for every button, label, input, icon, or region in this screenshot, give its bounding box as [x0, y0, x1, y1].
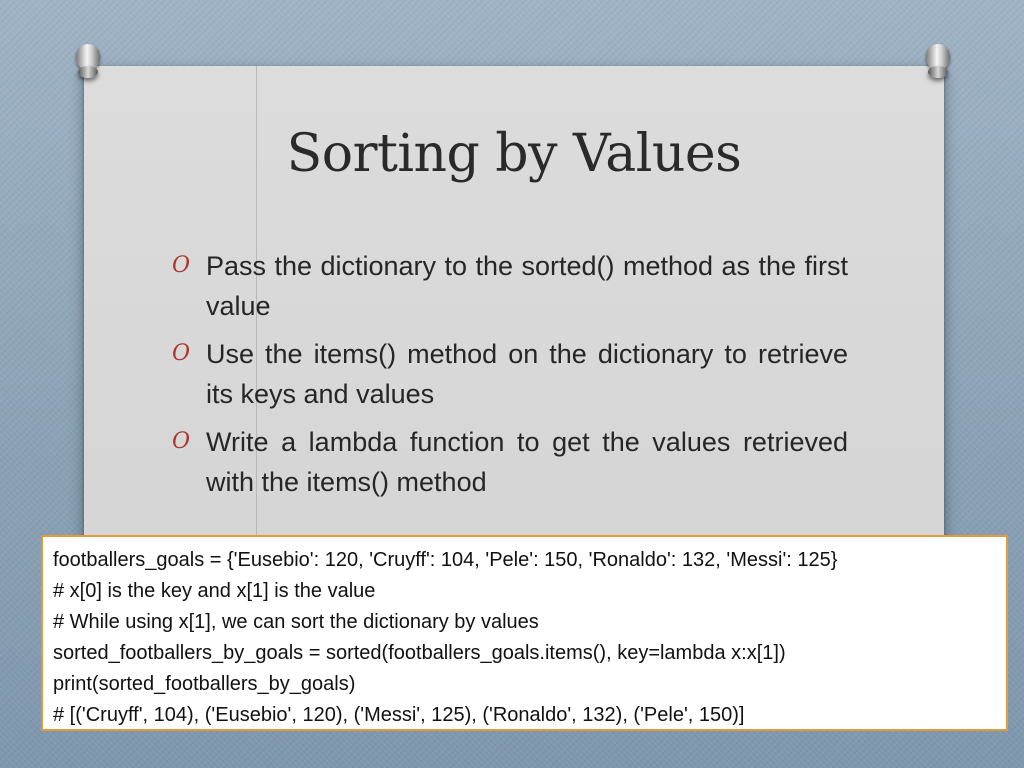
bullet-marker-icon: O	[172, 341, 191, 366]
code-line: print(sorted_footballers_by_goals)	[53, 673, 356, 695]
code-line: # While using x[1], we can sort the dictionary by values	[53, 611, 539, 633]
slide-title: Sorting by Values	[286, 124, 742, 184]
bullet-text: Write a lambda function to get the values retrieved with the items() method	[206, 427, 848, 497]
code-box	[41, 535, 1008, 731]
code-line: # x[0] is the key and x[1] is the value	[53, 580, 376, 602]
bullet-text: Use the items() method on the dictionary to retrieve its keys and values	[206, 339, 848, 409]
bullet-item	[170, 422, 848, 502]
pushpin-icon	[76, 44, 100, 82]
code-line: # [('Cruyff', 104), ('Eusebio', 120), ('Messi', 125), ('Ronaldo', 132), ('Pele', 150)]	[53, 704, 745, 726]
bullet-marker-icon: O	[172, 429, 191, 454]
bullet-list	[170, 246, 848, 510]
pushpin-icon	[926, 44, 950, 82]
code-line: sorted_footballers_by_goals = sorted(footballers_goals.items(), key=lambda x:x[1])	[53, 642, 786, 664]
bullet-text: Pass the dictionary to the sorted() method as the first value	[206, 251, 848, 321]
bullet-marker-icon: O	[172, 253, 191, 278]
bullet-item	[170, 246, 848, 326]
code-line: footballers_goals = {'Eusebio': 120, 'Cruyff': 104, 'Pele': 150, 'Ronaldo': 132, 'Messi': 125}	[53, 549, 838, 571]
bullet-item	[170, 334, 848, 414]
